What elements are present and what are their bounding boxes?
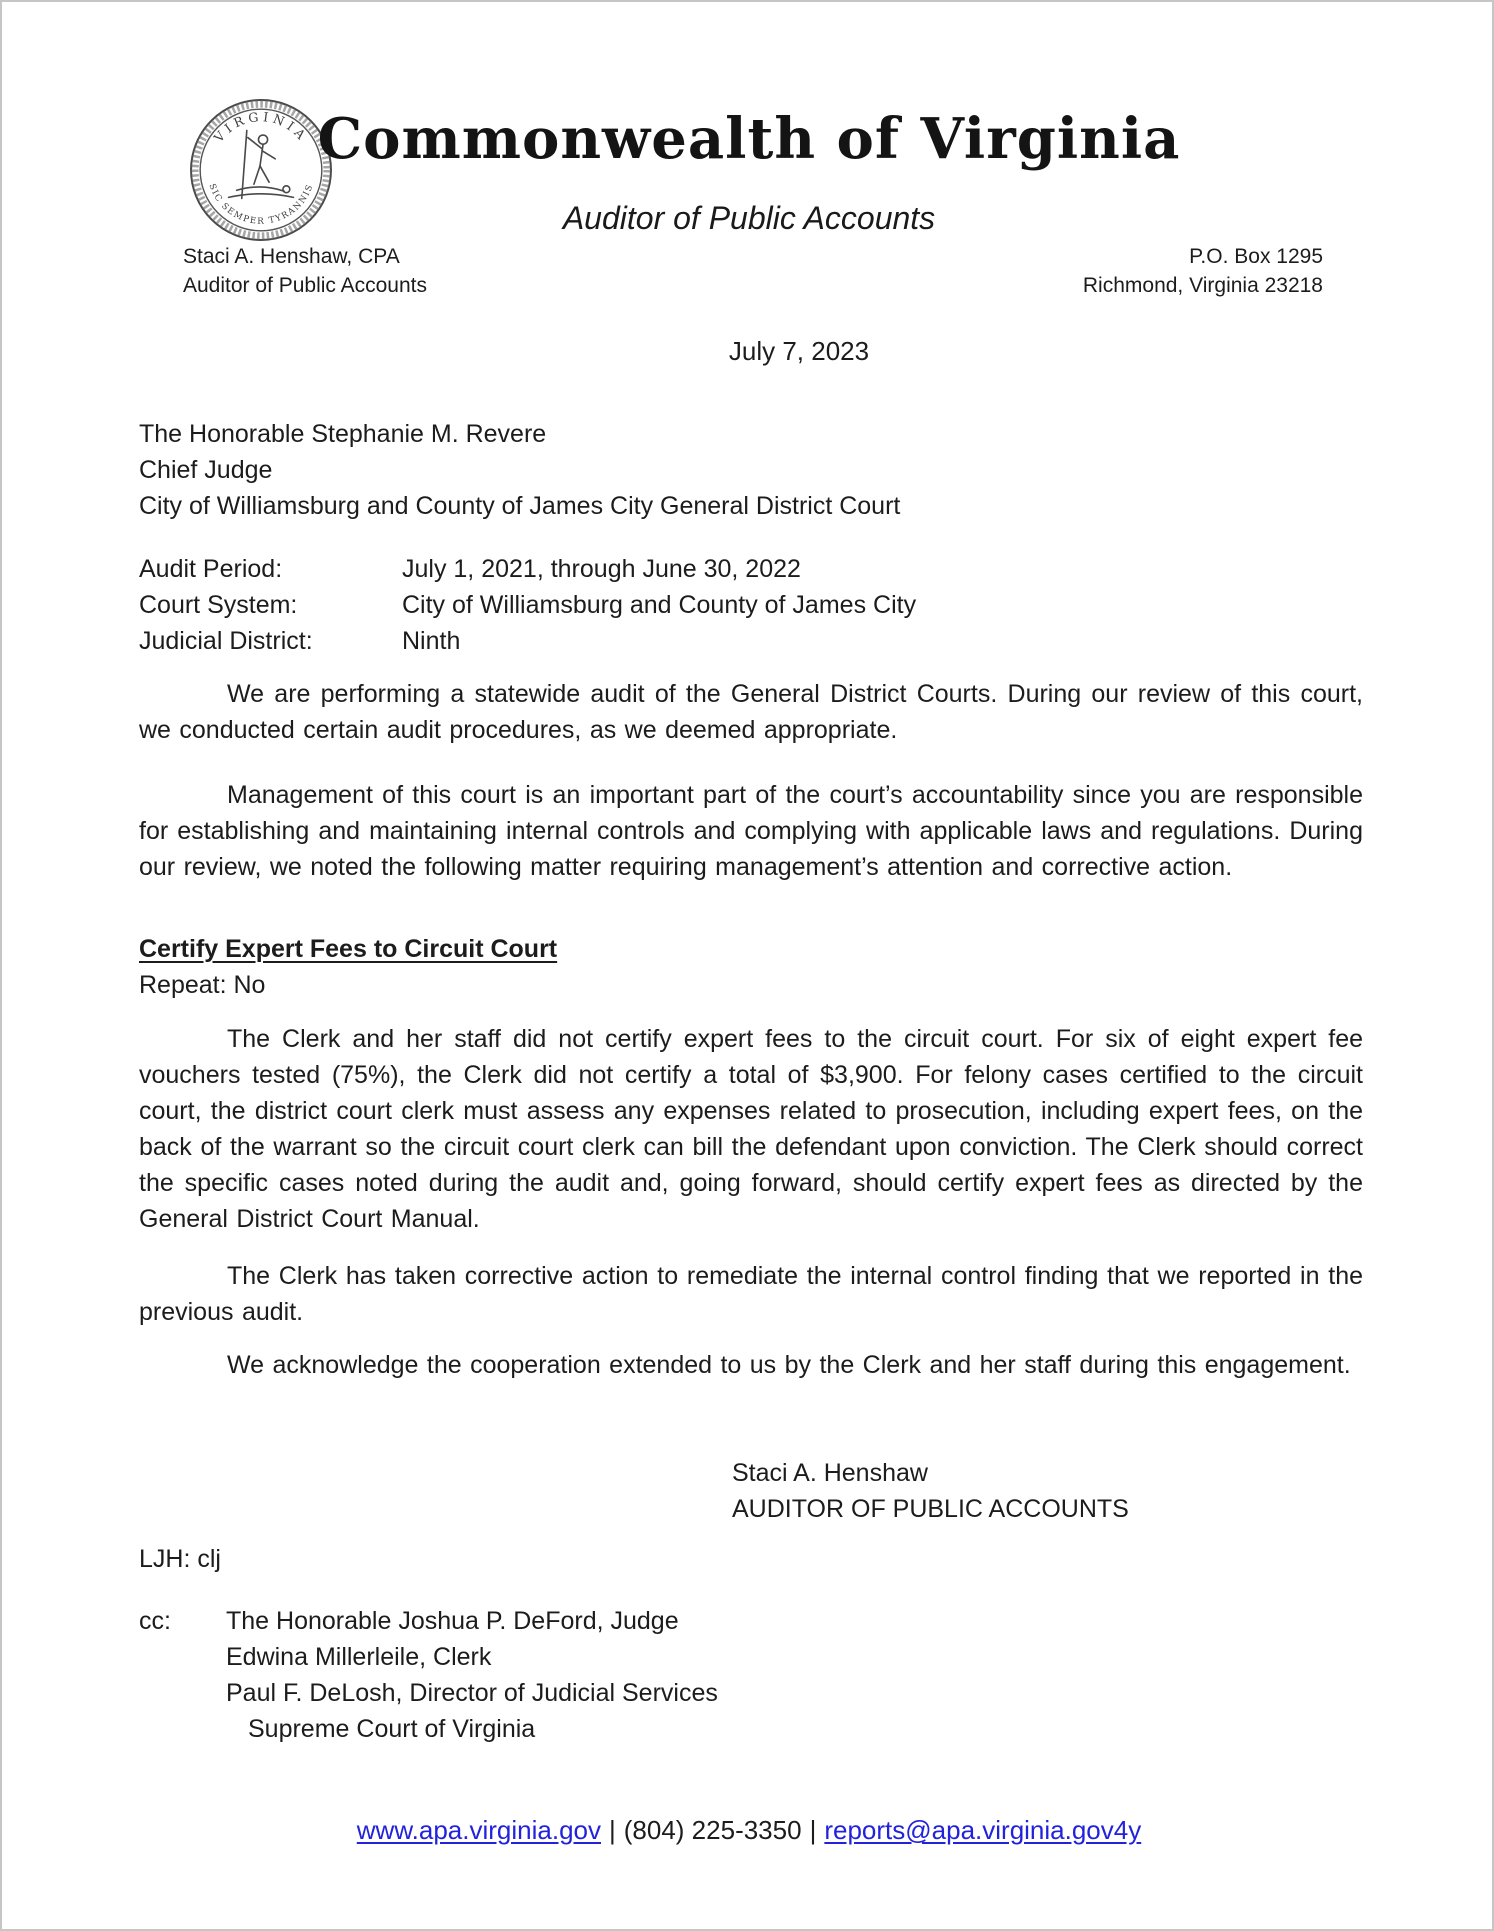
footer-separator: |: [809, 1815, 817, 1845]
seal-top-text: VIRGINIA: [210, 108, 312, 146]
cc-name-judge: The Honorable Joshua P. DeFord, Judge: [226, 1607, 679, 1635]
phone-number: (804) 225-3350: [623, 1815, 802, 1845]
audit-period-value: July 1, 2021, through June 30, 2022: [402, 555, 801, 583]
court-system-row: [139, 587, 916, 623]
seal-bottom-text: SIC SEMPER TYRANNIS: [206, 182, 316, 227]
website-link[interactable]: www.apa.virginia.gov: [356, 1815, 601, 1845]
finding-repeat: Repeat: No: [139, 971, 266, 999]
official-name: Staci A. Henshaw, CPA: [183, 245, 400, 268]
paragraph-acknowledgement: We acknowledge the cooperation extended to us by the Clerk and her staff during this engagement.: [227, 1351, 1351, 1379]
footer-separator: |: [609, 1815, 616, 1845]
paragraph-management: Management of this court is an important part of the court’s accountability since you are responsible for establishing and maintaining internal controls and complying with applicable laws and regulations. During our review, we noted the following matter requiring management’s attention and corrective action.: [139, 781, 1363, 881]
recipient-court: City of Williamsburg and County of James City General District Court: [139, 492, 901, 520]
footer-contact-bar: [2, 1815, 1494, 1846]
org-subtitle: Auditor of Public Accounts: [562, 200, 936, 236]
finding-heading: Certify Expert Fees to Circuit Court: [139, 935, 558, 963]
address-po-box: P.O. Box 1295: [1189, 245, 1323, 268]
cc-name-supreme-court: Supreme Court of Virginia: [248, 1715, 536, 1743]
cc-name-director: Paul F. DeLosh, Director of Judicial Services: [226, 1679, 718, 1707]
finding-block: [139, 931, 557, 1003]
cc-block: [139, 1603, 718, 1747]
paragraph-finding-detail: The Clerk and her staff did not certify expert fees to the circuit court. For six of eight expert fee vouchers tested (75%), the Clerk did not certify a total of $3,900. For felony cases certified to the circuit court, the district court clerk must assess any expenses related to prosecution, including expert fees, on the back of the warrant so the circuit court clerk can bill the defendant upon conviction. The Clerk should correct the specific cases noted during the audit and, going forward, should certify expert fees as directed by the General District Court Manual.: [139, 1025, 1363, 1233]
org-title: Commonwealth of Virginia: [317, 106, 1181, 172]
court-system-value: City of Williamsburg and County of James City: [402, 591, 917, 619]
letterhead-official-block: [183, 242, 427, 300]
judicial-district-label: Judicial District:: [139, 627, 313, 655]
address-city-state: Richmond, Virginia 23218: [1082, 274, 1323, 297]
cc-name-clerk: Edwina Millerleile, Clerk: [226, 1643, 492, 1671]
letterhead-address-block: [1083, 242, 1323, 300]
email-link[interactable]: reports@apa.virginia.gov4y: [824, 1815, 1142, 1845]
court-system-label: Court System:: [139, 591, 298, 619]
reference-initials: LJH: clj: [139, 1545, 221, 1573]
judicial-district-value: Ninth: [402, 627, 461, 655]
judicial-district-row: [139, 623, 916, 659]
recipient-block: [139, 416, 900, 524]
letter-date: July 7, 2023: [728, 336, 870, 366]
signature-block: [732, 1455, 1129, 1527]
audit-period-row: [139, 551, 916, 587]
cc-names: [226, 1603, 718, 1747]
audit-period-label: Audit Period:: [139, 555, 283, 583]
cc-label: cc:: [139, 1607, 171, 1635]
paragraph-corrective-action: The Clerk has taken corrective action to remediate the internal control finding that we reported in the previous audit.: [139, 1262, 1363, 1326]
recipient-name: The Honorable Stephanie M. Revere: [139, 420, 547, 448]
audit-info-block: [139, 551, 916, 659]
signature-name: Staci A. Henshaw: [732, 1459, 928, 1487]
paragraph-statewide-audit: We are performing a statewide audit of the General District Courts. During our review of this court, we conducted certain audit procedures, as we deemed appropriate.: [139, 680, 1363, 744]
signature-title: AUDITOR OF PUBLIC ACCOUNTS: [732, 1495, 1129, 1523]
official-title: Auditor of Public Accounts: [183, 274, 427, 297]
recipient-title: Chief Judge: [139, 456, 273, 484]
